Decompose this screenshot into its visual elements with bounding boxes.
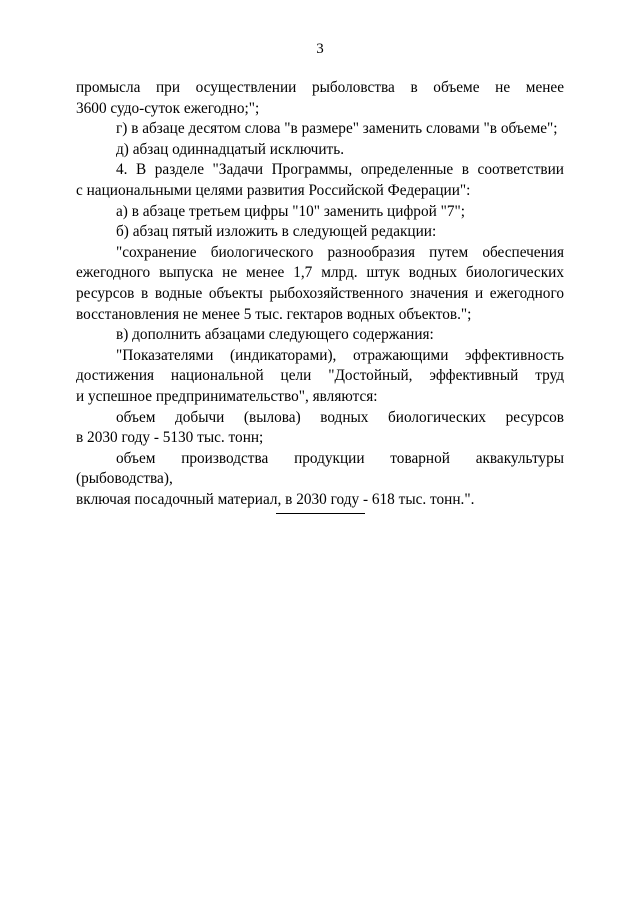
end-separator-line	[276, 513, 365, 514]
paragraph	[76, 202, 564, 223]
text-line: 3600 судо-суток ежегодно;";	[76, 99, 260, 117]
paragraph	[76, 408, 564, 449]
text-line: в 2030 году - 5130 тыс. тонн;	[76, 429, 264, 447]
paragraph	[76, 78, 564, 119]
text-line: достижения национальной цели "Достойный, эффективный труд	[76, 367, 564, 385]
text-line: "Показателями (индикаторами), отражающими эффективность	[116, 346, 564, 364]
text-line: 4. В разделе "Задачи Программы, определенные в соответствии	[116, 161, 564, 179]
text-line: ресурсов в водные объекты рыбохозяйственного значения и ежегодного	[76, 284, 564, 302]
page-number: 3	[316, 41, 324, 57]
paragraph	[76, 325, 564, 346]
text-line: включая посадочный материал, в 2030 году - 618 тыс. тонн.".	[76, 490, 475, 508]
text-line: объем производства продукции товарной аквакультуры (рыбоводства),	[76, 449, 564, 488]
document-body	[76, 78, 564, 510]
paragraph	[76, 119, 564, 140]
text-line: ежегодного выпуска не менее 1,7 млрд. штук водных биологических	[76, 264, 564, 282]
text-line: восстановления не менее 5 тыс. гектаров водных объектов.";	[76, 305, 472, 323]
text-line: д) абзац одиннадцатый исключить.	[116, 140, 345, 158]
text-line: с национальными целями развития Российской Федерации":	[76, 181, 471, 199]
paragraph	[76, 243, 564, 325]
paragraph	[76, 449, 564, 511]
paragraph	[76, 222, 564, 243]
text-line: а) в абзаце третьем цифры "10" заменить цифрой "7";	[116, 202, 466, 220]
text-line: б) абзац пятый изложить в следующей редакции:	[116, 223, 437, 241]
paragraph	[76, 160, 564, 201]
text-line: "сохранение биологического разнообразия путем обеспечения	[116, 243, 564, 261]
text-line: в) дополнить абзацами следующего содержания:	[116, 326, 434, 344]
paragraph	[76, 346, 564, 408]
text-line: промысла при осуществлении рыболовства в объеме не менее	[76, 79, 564, 96]
text-line: г) в абзаце десятом слова "в размере" заменить словами "в объеме";	[116, 120, 558, 138]
paragraph	[76, 140, 564, 161]
text-line: объем добычи (вылова) водных биологических ресурсов	[116, 408, 564, 426]
text-line: и успешное предпринимательство", являются:	[76, 387, 378, 405]
